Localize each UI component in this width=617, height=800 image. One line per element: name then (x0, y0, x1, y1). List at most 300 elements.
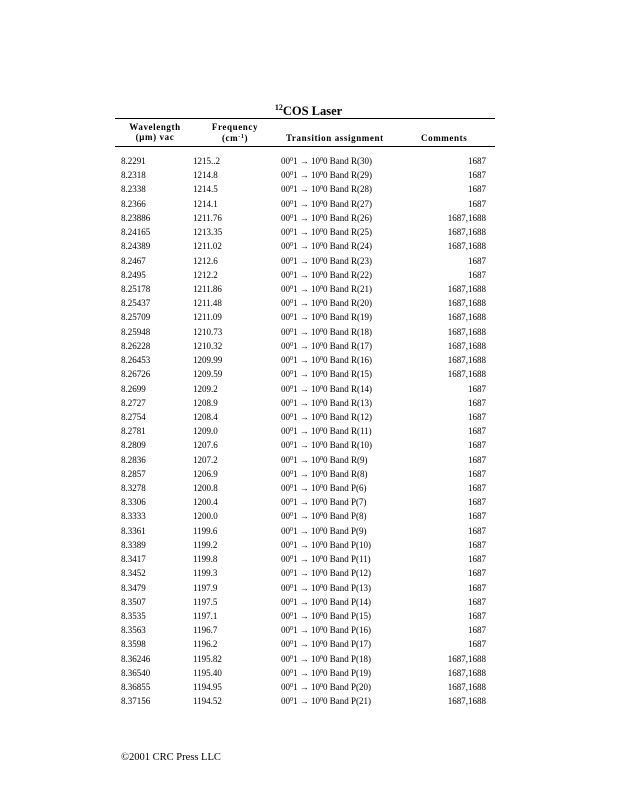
lower-level (281, 654, 298, 664)
cell-frequency: 1207.2 (193, 454, 218, 465)
upper-level (311, 298, 328, 308)
upper-level (311, 412, 328, 422)
cell-transition (281, 296, 372, 310)
cell-wavelength: 8.25709 (121, 312, 151, 323)
band-label: Band (329, 625, 349, 636)
band-line: P(6) (351, 483, 367, 494)
cell-wavelength: 8.2291 (121, 156, 146, 166)
cell-transition (281, 310, 372, 324)
upper-level-pre: 10 (311, 611, 320, 621)
upper-level-pre: 10 (311, 426, 320, 437)
band-label: Band (329, 269, 349, 280)
upper-level-pre: 10 (311, 483, 320, 494)
cell-transition (281, 182, 372, 196)
arrow-icon: → (299, 440, 309, 451)
lower-level-pre: 00 (281, 653, 290, 664)
upper-level-sup: 0 (320, 256, 323, 263)
band-line: R(13) (351, 397, 372, 408)
upper-level-sup: 0 (320, 228, 323, 235)
cell-transition (281, 666, 371, 680)
cell-transition (281, 254, 372, 268)
lower-level-pre: 00 (281, 554, 290, 565)
upper-level-pre: 10 (311, 170, 320, 181)
arrow-icon: → (299, 653, 309, 664)
table-row (0, 438, 617, 452)
lower-level-post: 1 (293, 426, 298, 437)
cell-transition (281, 637, 371, 651)
upper-level-pre: 10 (311, 383, 320, 394)
upper-level-post: 0 (323, 426, 328, 437)
upper-level-post: 0 (323, 212, 328, 223)
arrow-icon: → (299, 340, 309, 351)
table-row (0, 154, 617, 168)
cell-transition (281, 410, 372, 424)
cell-wavelength: 8.25178 (121, 283, 151, 294)
lower-level-pre: 00 (281, 369, 290, 380)
lower-level-post: 1 (293, 369, 298, 380)
upper-level-sup: 0 (320, 213, 323, 220)
table-row (0, 609, 617, 623)
lower-level-pre: 00 (281, 241, 290, 252)
lower-level-post: 1 (293, 682, 298, 693)
header-frequency-unit-pre: (cm (221, 133, 239, 143)
lower-level-pre: 00 (281, 682, 290, 693)
arrow-icon: → (299, 156, 309, 166)
lower-level-sup: 0 (290, 341, 293, 348)
upper-level-pre: 10 (311, 312, 320, 323)
cell-comments: 1687 (468, 411, 486, 422)
data-table-body (0, 154, 617, 709)
header-frequency-unit-post: ) (244, 133, 249, 143)
upper-level-pre: 10 (311, 298, 320, 309)
band-label: Band (329, 497, 349, 508)
lower-level-sup: 0 (290, 484, 293, 491)
band-label: Band (329, 198, 349, 209)
upper-level-pre: 10 (311, 184, 320, 195)
lower-level-pre: 00 (281, 426, 290, 437)
lower-level-post: 1 (293, 212, 298, 223)
lower-level (281, 355, 298, 365)
cell-wavelength: 8.3306 (121, 497, 146, 508)
lower-level-sup: 0 (290, 540, 293, 547)
upper-level-pre: 10 (311, 554, 320, 565)
upper-level-pre: 10 (311, 227, 320, 238)
band-label: Band (329, 241, 349, 252)
upper-level (311, 682, 328, 692)
arrow-icon: → (299, 682, 309, 693)
cell-comments: 1687,1688 (447, 682, 486, 693)
upper-level-post: 0 (323, 582, 328, 593)
cell-transition (281, 168, 372, 182)
lower-level-post: 1 (293, 653, 298, 664)
cell-comments: 1687 (468, 483, 486, 494)
upper-level-pre: 10 (311, 369, 320, 380)
upper-level (311, 398, 328, 408)
lower-level-pre: 00 (281, 383, 290, 394)
cell-comments: 1687 (468, 568, 486, 579)
upper-level-sup: 0 (320, 597, 323, 604)
band-label: Band (329, 468, 349, 479)
cell-wavelength: 8.2467 (121, 255, 146, 266)
lower-level-pre: 00 (281, 212, 290, 223)
lower-level-pre: 00 (281, 340, 290, 351)
upper-level-sup: 0 (320, 469, 323, 476)
lower-level-sup: 0 (290, 555, 293, 562)
lower-level (281, 184, 298, 194)
cell-comments: 1687 (468, 255, 486, 266)
arrow-icon: → (299, 468, 309, 479)
lower-level-sup: 0 (290, 683, 293, 690)
header-frequency (205, 122, 265, 143)
lower-level-pre: 00 (281, 312, 290, 323)
cell-transition (281, 481, 367, 495)
lower-level-post: 1 (293, 326, 298, 337)
lower-level-sup: 0 (290, 612, 293, 618)
cell-wavelength: 8.2809 (121, 440, 146, 451)
cell-wavelength: 8.2366 (121, 198, 146, 209)
upper-level-sup: 0 (320, 668, 323, 675)
lower-level-sup: 0 (290, 327, 293, 334)
cell-wavelength: 8.3507 (121, 596, 146, 607)
upper-level-sup: 0 (320, 284, 323, 291)
upper-level (311, 227, 328, 237)
table-row (0, 325, 617, 339)
lower-level-pre: 00 (281, 696, 290, 707)
lower-level-sup: 0 (290, 213, 293, 220)
band-label: Band (329, 525, 349, 536)
cell-frequency: 1211.02 (193, 241, 222, 252)
lower-level-sup: 0 (290, 469, 293, 476)
lower-level-sup: 0 (290, 654, 293, 661)
arrow-icon: → (299, 312, 309, 323)
cell-frequency: 1214.1 (193, 198, 218, 209)
cell-frequency: 1197.9 (193, 582, 218, 593)
lower-level-post: 1 (293, 383, 298, 394)
upper-level-pre: 10 (311, 511, 320, 522)
cell-frequency: 1207.6 (193, 440, 218, 451)
upper-level (311, 270, 328, 280)
upper-level-sup: 0 (320, 455, 323, 462)
band-label: Band (329, 383, 349, 394)
lower-level-sup: 0 (290, 427, 293, 434)
arrow-icon: → (299, 198, 309, 209)
cell-comments: 1687,1688 (447, 326, 486, 337)
lower-level-sup: 0 (290, 626, 293, 633)
upper-level-sup: 0 (320, 384, 323, 391)
cell-wavelength: 8.3417 (121, 554, 146, 565)
band-line: R(30) (351, 156, 372, 166)
cell-frequency: 1199.6 (193, 525, 218, 536)
lower-level-post: 1 (293, 156, 298, 166)
upper-level-sup: 0 (320, 626, 323, 633)
cell-frequency: 1208.4 (193, 411, 218, 422)
lower-level-post: 1 (293, 468, 298, 479)
band-label: Band (329, 454, 349, 465)
cell-transition (281, 538, 371, 552)
cell-transition (281, 467, 368, 481)
cell-transition (281, 581, 371, 595)
band-label: Band (329, 682, 349, 693)
lower-level-sup: 0 (290, 356, 293, 363)
lower-level-sup: 0 (290, 668, 293, 675)
arrow-icon: → (299, 483, 309, 494)
band-line: R(24) (351, 241, 372, 252)
arrow-icon: → (299, 625, 309, 636)
lower-level (281, 625, 298, 635)
lower-level-post: 1 (293, 269, 298, 280)
table-row (0, 637, 617, 651)
table-row (0, 524, 617, 538)
band-line: P(18) (351, 653, 371, 664)
cell-frequency: 1212.2 (193, 269, 218, 280)
cell-frequency: 1200.0 (193, 511, 218, 522)
upper-level-sup: 0 (320, 640, 323, 647)
upper-level-post: 0 (323, 653, 328, 664)
lower-level (281, 241, 298, 251)
cell-wavelength: 8.36855 (121, 682, 151, 693)
lower-level-post: 1 (293, 696, 298, 707)
cell-wavelength: 8.23886 (121, 212, 151, 223)
lower-level-post: 1 (293, 355, 298, 366)
cell-wavelength: 8.2338 (121, 184, 146, 195)
lower-level-sup: 0 (290, 597, 293, 604)
band-label: Band (329, 582, 349, 593)
table-row (0, 424, 617, 438)
band-label: Band (329, 212, 349, 223)
lower-level-pre: 00 (281, 568, 290, 579)
upper-level (311, 156, 328, 166)
table-row (0, 197, 617, 211)
lower-level-post: 1 (293, 255, 298, 266)
table-row (0, 552, 617, 566)
cell-wavelength: 8.2857 (121, 468, 146, 479)
upper-level (311, 554, 328, 564)
upper-level (311, 213, 328, 223)
band-line: R(10) (351, 440, 372, 451)
upper-level-pre: 10 (311, 411, 320, 422)
cell-wavelength: 8.26726 (121, 369, 151, 380)
upper-level-sup: 0 (320, 569, 323, 576)
cell-frequency: 1196.7 (193, 625, 218, 636)
lower-level-pre: 00 (281, 497, 290, 508)
band-line: P(16) (351, 625, 371, 636)
upper-level-post: 0 (323, 227, 328, 238)
upper-level-post: 0 (323, 525, 328, 536)
lower-level-post: 1 (293, 411, 298, 422)
cell-wavelength: 8.2781 (121, 426, 146, 437)
cell-transition (281, 239, 372, 253)
cell-wavelength: 8.3333 (121, 511, 146, 522)
upper-level-sup: 0 (320, 526, 323, 533)
cell-transition (281, 595, 371, 609)
lower-level (281, 639, 298, 649)
cell-transition (281, 609, 371, 623)
header-frequency-line2 (205, 132, 265, 143)
cell-wavelength: 8.2699 (121, 383, 146, 394)
upper-level (311, 170, 328, 180)
upper-level-sup: 0 (320, 484, 323, 491)
lower-level-pre: 00 (281, 639, 290, 650)
lower-level-pre: 00 (281, 255, 290, 266)
cell-frequency: 1195.40 (193, 667, 222, 678)
table-row (0, 382, 617, 396)
band-label: Band (329, 483, 349, 494)
band-line: R(16) (351, 355, 372, 366)
upper-level-post: 0 (323, 568, 328, 579)
lower-level-pre: 00 (281, 184, 290, 195)
table-row (0, 495, 617, 509)
upper-level-post: 0 (323, 241, 328, 252)
upper-level (311, 256, 328, 266)
title-text: COS Laser (282, 104, 343, 118)
lower-level (281, 440, 298, 450)
cell-frequency: 1210.32 (193, 340, 223, 351)
lower-level-post: 1 (293, 568, 298, 579)
lower-level-sup: 0 (290, 384, 293, 391)
band-label: Band (329, 170, 349, 181)
band-label: Band (329, 539, 349, 550)
band-line: R(14) (351, 383, 372, 394)
upper-level-sup: 0 (320, 697, 323, 704)
table-row (0, 481, 617, 495)
arrow-icon: → (299, 269, 309, 280)
cell-comments: 1687 (468, 511, 486, 522)
cell-frequency: 1209.59 (193, 369, 223, 380)
cell-frequency: 1209.99 (193, 355, 223, 366)
upper-level (311, 341, 328, 351)
upper-level (311, 611, 328, 621)
band-line: R(23) (351, 255, 372, 266)
upper-level (311, 483, 328, 493)
arrow-icon: → (299, 696, 309, 707)
cell-frequency: 1194.52 (193, 696, 222, 707)
arrow-icon: → (299, 525, 309, 536)
lower-level (281, 170, 298, 180)
cell-frequency: 1211.86 (193, 283, 222, 294)
upper-level (311, 355, 328, 365)
lower-level (281, 483, 298, 493)
lower-level-pre: 00 (281, 156, 290, 166)
header-wavelength (125, 122, 185, 142)
lower-level-sup: 0 (290, 157, 293, 163)
arrow-icon: → (299, 426, 309, 437)
upper-level (311, 597, 328, 607)
cell-wavelength: 8.24389 (121, 241, 151, 252)
arrow-icon: → (299, 582, 309, 593)
lower-level-post: 1 (293, 611, 298, 621)
upper-level-sup: 0 (320, 270, 323, 277)
lower-level-post: 1 (293, 525, 298, 536)
band-label: Band (329, 184, 349, 195)
upper-level-pre: 10 (311, 468, 320, 479)
band-line: P(12) (351, 568, 371, 579)
band-label: Band (329, 440, 349, 451)
lower-level-pre: 00 (281, 326, 290, 337)
band-label: Band (329, 554, 349, 565)
band-label: Band (329, 596, 349, 607)
lower-level-pre: 00 (281, 440, 290, 451)
lower-level-pre: 00 (281, 198, 290, 209)
upper-level-post: 0 (323, 355, 328, 366)
arrow-icon: → (299, 355, 309, 366)
lower-level-pre: 00 (281, 582, 290, 593)
upper-level-pre: 10 (311, 198, 320, 209)
lower-level (281, 426, 298, 436)
arrow-icon: → (299, 454, 309, 465)
lower-level (281, 312, 298, 322)
cell-frequency: 1208.9 (193, 397, 218, 408)
cell-transition (281, 438, 372, 452)
cell-frequency: 1214.5 (193, 184, 218, 195)
table-row (0, 666, 617, 680)
lower-level-post: 1 (293, 397, 298, 408)
band-label: Band (329, 355, 349, 366)
band-line: R(19) (351, 312, 372, 323)
lower-level-sup: 0 (290, 256, 293, 263)
cell-comments: 1687,1688 (447, 227, 486, 238)
band-label: Band (329, 696, 349, 707)
upper-level (311, 654, 328, 664)
lower-level-sup: 0 (290, 640, 293, 647)
band-line: P(11) (351, 554, 371, 565)
lower-level-sup: 0 (290, 313, 293, 320)
upper-level-post: 0 (323, 468, 328, 479)
arrow-icon: → (299, 298, 309, 309)
upper-level-pre: 10 (311, 539, 320, 550)
lower-level (281, 412, 298, 422)
lower-level (281, 568, 298, 578)
table-row (0, 566, 617, 580)
lower-level-sup: 0 (290, 299, 293, 306)
band-line: R(18) (351, 326, 372, 337)
cell-frequency: 1210.73 (193, 326, 223, 337)
lower-level-post: 1 (293, 283, 298, 294)
lower-level-post: 1 (293, 554, 298, 565)
lower-level-post: 1 (293, 582, 298, 593)
cell-frequency: 1211.48 (193, 298, 222, 309)
cell-frequency: 1212.6 (193, 255, 218, 266)
header-transition: Transition assignment (286, 133, 384, 143)
table-row (0, 509, 617, 523)
lower-level (281, 554, 298, 564)
upper-level-sup: 0 (320, 327, 323, 334)
band-label: Band (329, 639, 349, 650)
header-comments: Comments (421, 133, 468, 143)
cell-comments: 1687 (468, 625, 486, 636)
cell-comments: 1687,1688 (447, 340, 486, 351)
table-row (0, 211, 617, 225)
arrow-icon: → (299, 397, 309, 408)
band-line: P(19) (351, 667, 371, 678)
band-line: P(8) (351, 511, 367, 522)
upper-level-post: 0 (323, 383, 328, 394)
lower-level (281, 369, 298, 379)
upper-level (311, 312, 328, 322)
lower-level-post: 1 (293, 483, 298, 494)
upper-level-post: 0 (323, 682, 328, 693)
cell-wavelength: 8.36246 (121, 653, 151, 664)
upper-level (311, 583, 328, 593)
upper-level-pre: 10 (311, 639, 320, 650)
cell-transition (281, 225, 372, 239)
band-label: Band (329, 326, 349, 337)
lower-level-post: 1 (293, 539, 298, 550)
arrow-icon: → (299, 184, 309, 195)
table-row (0, 282, 617, 296)
arrow-icon: → (299, 511, 309, 522)
cell-wavelength: 8.36540 (121, 667, 151, 678)
cell-wavelength: 8.26228 (121, 340, 151, 351)
